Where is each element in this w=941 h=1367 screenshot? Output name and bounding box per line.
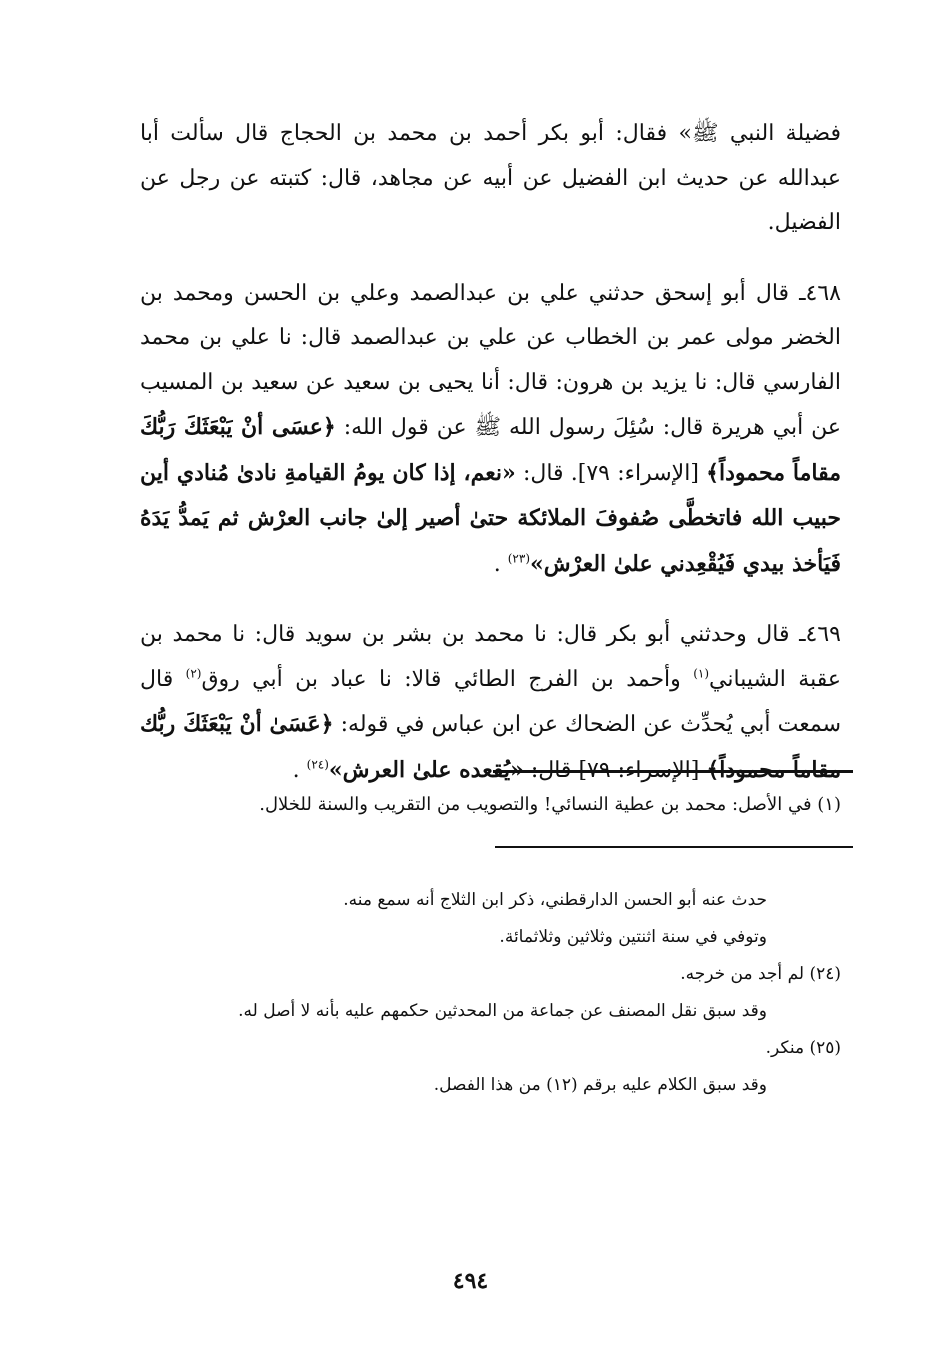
hadith-number: ٤٦٩ـ	[799, 622, 841, 647]
isnad-text: قال سمعت أبي يُحدِّث عن الضحاك عن ابن عباس في قوله:	[140, 666, 841, 737]
editor-notes	[140, 882, 841, 1104]
page-number: ٤٩٤	[452, 1268, 489, 1294]
footnote-marker: (١)	[693, 666, 710, 681]
quran-verse: ﴿عَسَىٰ أنْ يَبْعَثَكَ ربُّك مقاماً محموداً﴾	[140, 711, 841, 783]
footnote-marker: (٢)	[185, 666, 202, 681]
footnote-marker: (٢٤)	[306, 757, 329, 772]
hadith-text: «نعم، إذا كان يومُ القيامةِ نادىٰ مُنادي أين حبيب الله فاتخطَّى صُفوفَ الملائكة حتىٰ أصير إلىٰ جانب العرْش ثم يَمدُّ يَدَهُ فَيَأخذ بيدي فَيُقْعِدني علىٰ العرْش»	[140, 459, 841, 577]
isnad-text: قال وحدثني أبو بكر قال: نا محمد بن بشر بن سويد قال: نا محمد بن عقبة الشيباني	[140, 622, 841, 692]
paragraph-continuation: فضيلة النبي ﷺ» فقال: أبو بكر أحمد بن محمد بن الحجاج قال سألت أبا عبدالله عن حديث ابن الفضيل عن أبيه عن مجاهد، قال: كتبته عن رجل عن الفضيل.	[140, 121, 841, 235]
main-text	[140, 112, 841, 793]
footnote: (١) في الأصل: محمد بن عطية النسائي! والتصويب من التقريب والسنة للخلال.	[259, 794, 841, 815]
hadith-text: «يُقعده علىٰ العرش»	[328, 756, 524, 783]
paragraph-469	[140, 613, 841, 793]
editor-notes-divider	[495, 846, 853, 848]
paragraph-468	[140, 272, 841, 588]
isnad-text: قال أبو إسحق حدثني علي بن عبدالصمد وعلي بن الحسن ومحمد بن الخضر مولى عمر بن الخطاب عن علي بن عبدالصمد قال: نا علي بن محمد الفارسي قال: نا يزيد بن هرون: قال: أنا يحيى بن سعيد عن سعيد بن المسيب عن أبي هريرة قال: سُئِلَ رسول الله ﷺ عن قول الله:	[140, 280, 841, 440]
footnote-marker: (٢٣)	[507, 551, 530, 566]
isnad-text: وأحمد بن الفرج الطائي قالا: نا عباد بن أبي روق	[201, 666, 681, 692]
verse-reference: [الإسراء: ٧٩]. قال:	[522, 460, 699, 486]
note-line: وقد سبق نقل المصنف عن جماعة من المحدثين حكمهم عليه بأنه لا أصل له.	[238, 1001, 767, 1021]
quran-verse: ﴿عسَى أنْ يَبْعَثَكَ رَبُّكَ مقاماً محموداً﴾	[140, 414, 841, 486]
note-line: (٢٥) منكر.	[765, 1038, 841, 1058]
hadith-number: ٤٦٨ـ	[799, 280, 841, 306]
verse-reference: [الإسراء: ٧٩] قال:	[530, 757, 700, 783]
footnote-divider	[493, 770, 853, 773]
period: .	[493, 551, 501, 577]
note-line: (٢٤) لم أجد من خرجه.	[680, 964, 841, 984]
note-line: وقد سبق الكلام عليه برقم (١٢) من هذا الفصل.	[433, 1075, 767, 1095]
note-line: حدث عنه أبو الحسن الدارقطني، ذكر ابن الثلاج أنه سمع منه.	[343, 890, 767, 910]
note-line: وتوفي في سنة اثنتين وثلاثين وثلاثمائة.	[499, 927, 767, 947]
period: .	[292, 757, 300, 783]
